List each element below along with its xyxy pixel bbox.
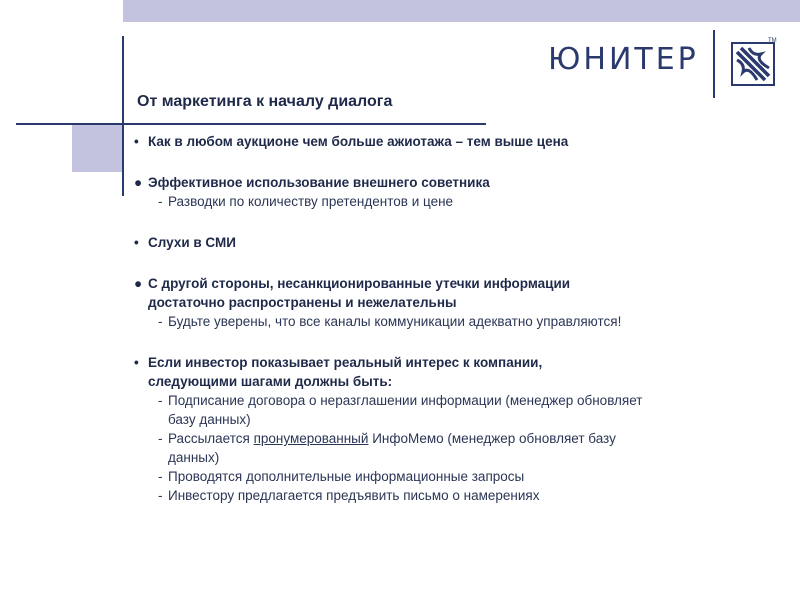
- bullet-icon: ●: [134, 276, 143, 291]
- horizontal-rule: [16, 123, 486, 125]
- bullet-icon: •: [134, 355, 139, 370]
- bullet-list: [130, 132, 780, 505]
- bullet-icon: •: [134, 235, 139, 250]
- bullet-item: • Слухи в СМИ: [134, 235, 236, 250]
- sub-item: - Проводятся дополнительные информационные запросы: [158, 469, 525, 484]
- sub-item-continuation: данных): [168, 450, 220, 465]
- sub-item: - Будьте уверены, что все каналы коммуникации адекватно управляются!: [158, 314, 622, 329]
- bullet-item: ● С другой стороны, несанкционированные утечки информации: [134, 276, 571, 291]
- bullet-icon: •: [134, 134, 139, 149]
- bullet-item: ● Эффективное использование внешнего советника: [134, 175, 490, 190]
- brand-name: ЮНИТЕР: [548, 42, 699, 77]
- sub-item-continuation: базу данных): [168, 412, 251, 427]
- slide-title: От маркетинга к началу диалога: [137, 93, 393, 110]
- vertical-rule: [122, 36, 124, 196]
- bullet-icon: ●: [134, 175, 143, 190]
- logo-divider: [713, 30, 715, 98]
- sub-item: - Подписание договора о неразглашении информации (менеджер обновляет: [158, 393, 643, 408]
- sub-item: - Разводки по количеству претендентов и цене: [158, 194, 454, 209]
- bullet-item: • Если инвестор показывает реальный интерес к компании,: [134, 355, 543, 370]
- side-accent-block: [72, 124, 122, 172]
- bullet-item-continuation: следующими шагами должны быть:: [148, 374, 393, 389]
- numbered-link[interactable]: пронумерованный: [253, 431, 369, 446]
- sub-item: - Инвестору предлагается предъявить письмо о намерениях: [158, 488, 540, 503]
- trademark-mark: TM: [768, 38, 777, 44]
- uniter-logo-icon: [731, 42, 775, 86]
- sub-item: - Рассылается пронумерованный ИнфоМемо (менеджер обновляет базу: [158, 431, 616, 446]
- bullet-item-continuation: достаточно распространены и нежелательны: [148, 295, 457, 310]
- top-accent-band: [123, 0, 800, 22]
- bullet-item: • Как в любом аукционе чем больше ажиотажа – тем выше цена: [134, 134, 569, 149]
